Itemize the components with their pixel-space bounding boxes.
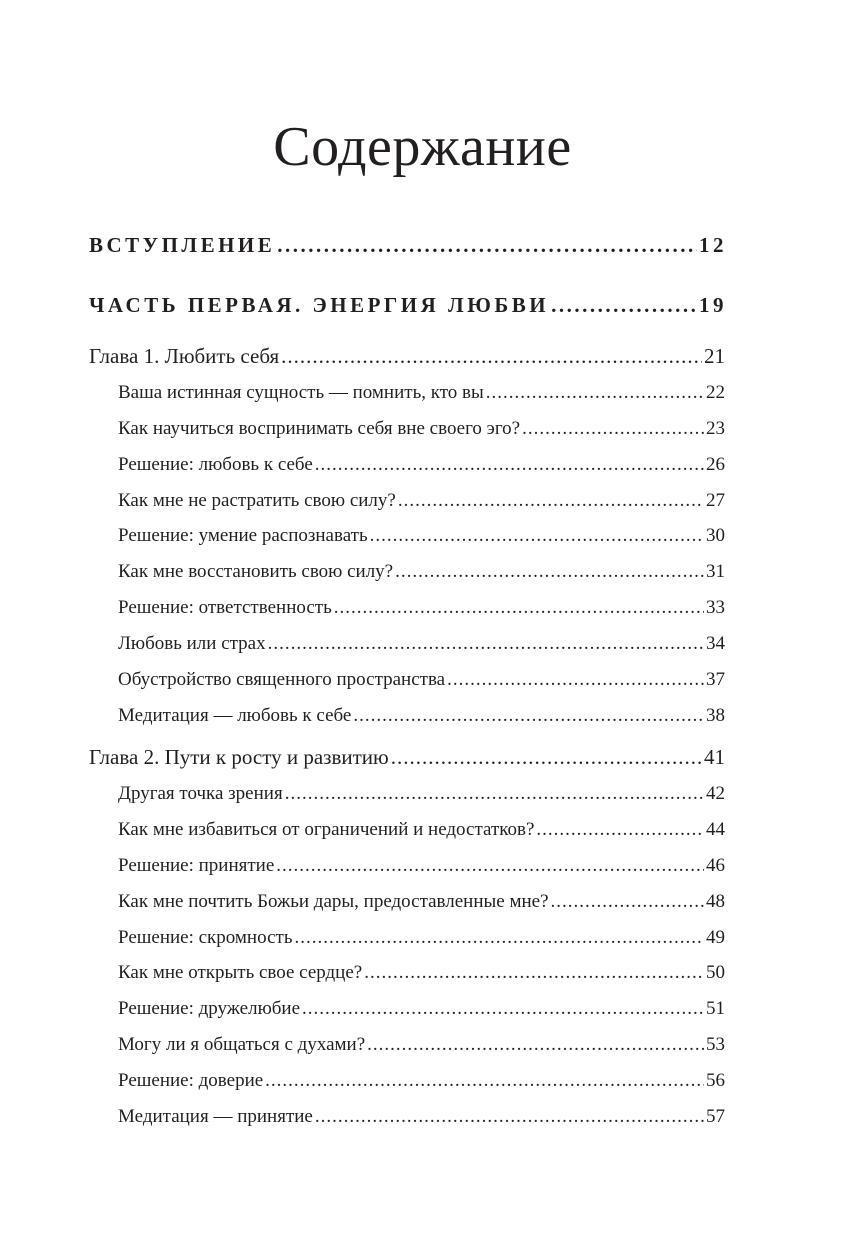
toc-page-number: 53 xyxy=(706,1034,725,1055)
dot-leader xyxy=(277,230,697,260)
toc-entry-label: Решение: любовь к себе xyxy=(118,454,313,475)
toc-entry-label: Решение: скромность xyxy=(118,927,293,948)
toc-part-one[interactable] xyxy=(89,290,727,320)
toc-section[interactable] xyxy=(118,1103,725,1131)
dot-leader xyxy=(395,558,704,586)
dot-leader xyxy=(315,1103,704,1131)
toc-page-number: 26 xyxy=(706,454,725,475)
dot-leader xyxy=(522,415,704,443)
page-title: Содержание xyxy=(273,116,572,178)
toc-page-number: 22 xyxy=(706,382,725,403)
toc-entry-label: Решение: ответственность xyxy=(118,597,332,618)
toc-page-number: 41 xyxy=(704,745,725,769)
toc-section[interactable] xyxy=(118,379,725,407)
toc-page-number: 34 xyxy=(706,633,725,654)
toc-entry-label: Могу ли я общаться с духами? xyxy=(118,1034,366,1055)
dot-leader xyxy=(551,888,704,916)
dot-leader xyxy=(370,522,704,550)
toc-entry-label: Решение: доверие xyxy=(118,1070,264,1091)
toc-section[interactable] xyxy=(118,666,725,694)
dot-leader xyxy=(353,702,704,730)
dot-leader xyxy=(294,924,704,952)
toc-page-number: 49 xyxy=(706,927,725,948)
dot-leader xyxy=(486,379,704,407)
dot-leader xyxy=(398,487,704,515)
dot-leader xyxy=(268,630,704,658)
toc-part-introduction[interactable] xyxy=(89,230,727,260)
toc-entry-label: Другая точка зрения xyxy=(118,783,283,804)
toc-page-number: 19 xyxy=(699,293,727,317)
toc-entry-label: Медитация — принятие xyxy=(118,1106,313,1127)
toc-section[interactable] xyxy=(118,630,725,658)
toc-page-number: 27 xyxy=(706,490,725,511)
toc-entry-label: Любовь или страх xyxy=(118,633,266,654)
dot-leader xyxy=(285,780,704,808)
toc-section[interactable] xyxy=(118,780,725,808)
toc-section[interactable] xyxy=(118,594,725,622)
toc-page-number: 50 xyxy=(706,962,725,983)
toc-entry-label: Как мне не растратить свою силу? xyxy=(118,490,396,511)
toc-section[interactable] xyxy=(118,959,725,987)
toc-entry-label: ВСТУПЛЕНИЕ xyxy=(89,233,276,257)
dot-leader xyxy=(281,341,702,371)
toc-entry-label: Глава 1. Любить себя xyxy=(89,344,280,368)
dot-leader xyxy=(265,1067,704,1095)
dot-leader xyxy=(367,1031,704,1059)
dot-leader xyxy=(276,852,704,880)
toc-section[interactable] xyxy=(118,451,725,479)
toc-entry-label: ЧАСТЬ ПЕРВАЯ. ЭНЕРГИЯ ЛЮБВИ xyxy=(89,293,550,317)
toc-entry-label: Как мне открыть свое сердце? xyxy=(118,962,363,983)
toc-entry-label: Глава 2. Пути к росту и развитию xyxy=(89,745,389,769)
toc-page-number: 38 xyxy=(706,705,725,726)
toc-entry-label: Ваша истинная сущность — помнить, кто вы xyxy=(118,382,484,403)
toc-entry-label: Как научиться воспринимать себя вне своего эго? xyxy=(118,418,521,439)
toc-page-number: 21 xyxy=(704,344,725,368)
toc-chapter-1[interactable] xyxy=(89,341,725,371)
toc-page-number: 33 xyxy=(706,597,725,618)
toc-page-number: 23 xyxy=(706,418,725,439)
toc-section[interactable] xyxy=(118,995,725,1023)
toc-section[interactable] xyxy=(118,522,725,550)
toc-section[interactable] xyxy=(118,1031,725,1059)
toc-page-number: 57 xyxy=(706,1106,725,1127)
toc-entry-label: Как мне восстановить свою силу? xyxy=(118,561,394,582)
dot-leader xyxy=(334,594,704,622)
toc-page-number: 46 xyxy=(706,855,725,876)
dot-leader xyxy=(302,995,704,1023)
toc-entry-label: Решение: умение распознавать xyxy=(118,525,368,546)
toc-page-number: 42 xyxy=(706,783,725,804)
toc-entry-label: Решение: дружелюбие xyxy=(118,998,301,1019)
dot-leader xyxy=(551,290,697,320)
toc-section[interactable] xyxy=(118,888,725,916)
toc-page-number: 44 xyxy=(706,819,725,840)
toc-page-number: 56 xyxy=(706,1070,725,1091)
toc-section[interactable] xyxy=(118,1067,725,1095)
toc-section[interactable] xyxy=(118,816,725,844)
toc-page-number: 48 xyxy=(706,891,725,912)
toc-entry-label: Как мне избавиться от ограничений и недостатков? xyxy=(118,819,535,840)
dot-leader xyxy=(447,666,704,694)
toc-section[interactable] xyxy=(118,702,725,730)
dot-leader xyxy=(364,959,704,987)
toc-page-number: 31 xyxy=(706,561,725,582)
toc-page-number: 12 xyxy=(699,233,727,257)
toc-section[interactable] xyxy=(118,558,725,586)
toc-page-number: 37 xyxy=(706,669,725,690)
toc-section[interactable] xyxy=(118,487,725,515)
toc-entry-label: Медитация — любовь к себе xyxy=(118,705,352,726)
toc-entry-label: Как мне почтить Божьи дары, предоставленные мне? xyxy=(118,891,549,912)
toc-chapter-2[interactable] xyxy=(89,742,725,772)
toc-section[interactable] xyxy=(118,852,725,880)
toc-section[interactable] xyxy=(118,415,725,443)
toc-page-number: 51 xyxy=(706,998,725,1019)
dot-leader xyxy=(391,742,702,772)
toc-section[interactable] xyxy=(118,924,725,952)
toc-entry-label: Обустройство священного пространства xyxy=(118,669,446,690)
dot-leader xyxy=(315,451,704,479)
dot-leader xyxy=(536,816,704,844)
toc-page-number: 30 xyxy=(706,525,725,546)
toc-entry-label: Решение: принятие xyxy=(118,855,275,876)
